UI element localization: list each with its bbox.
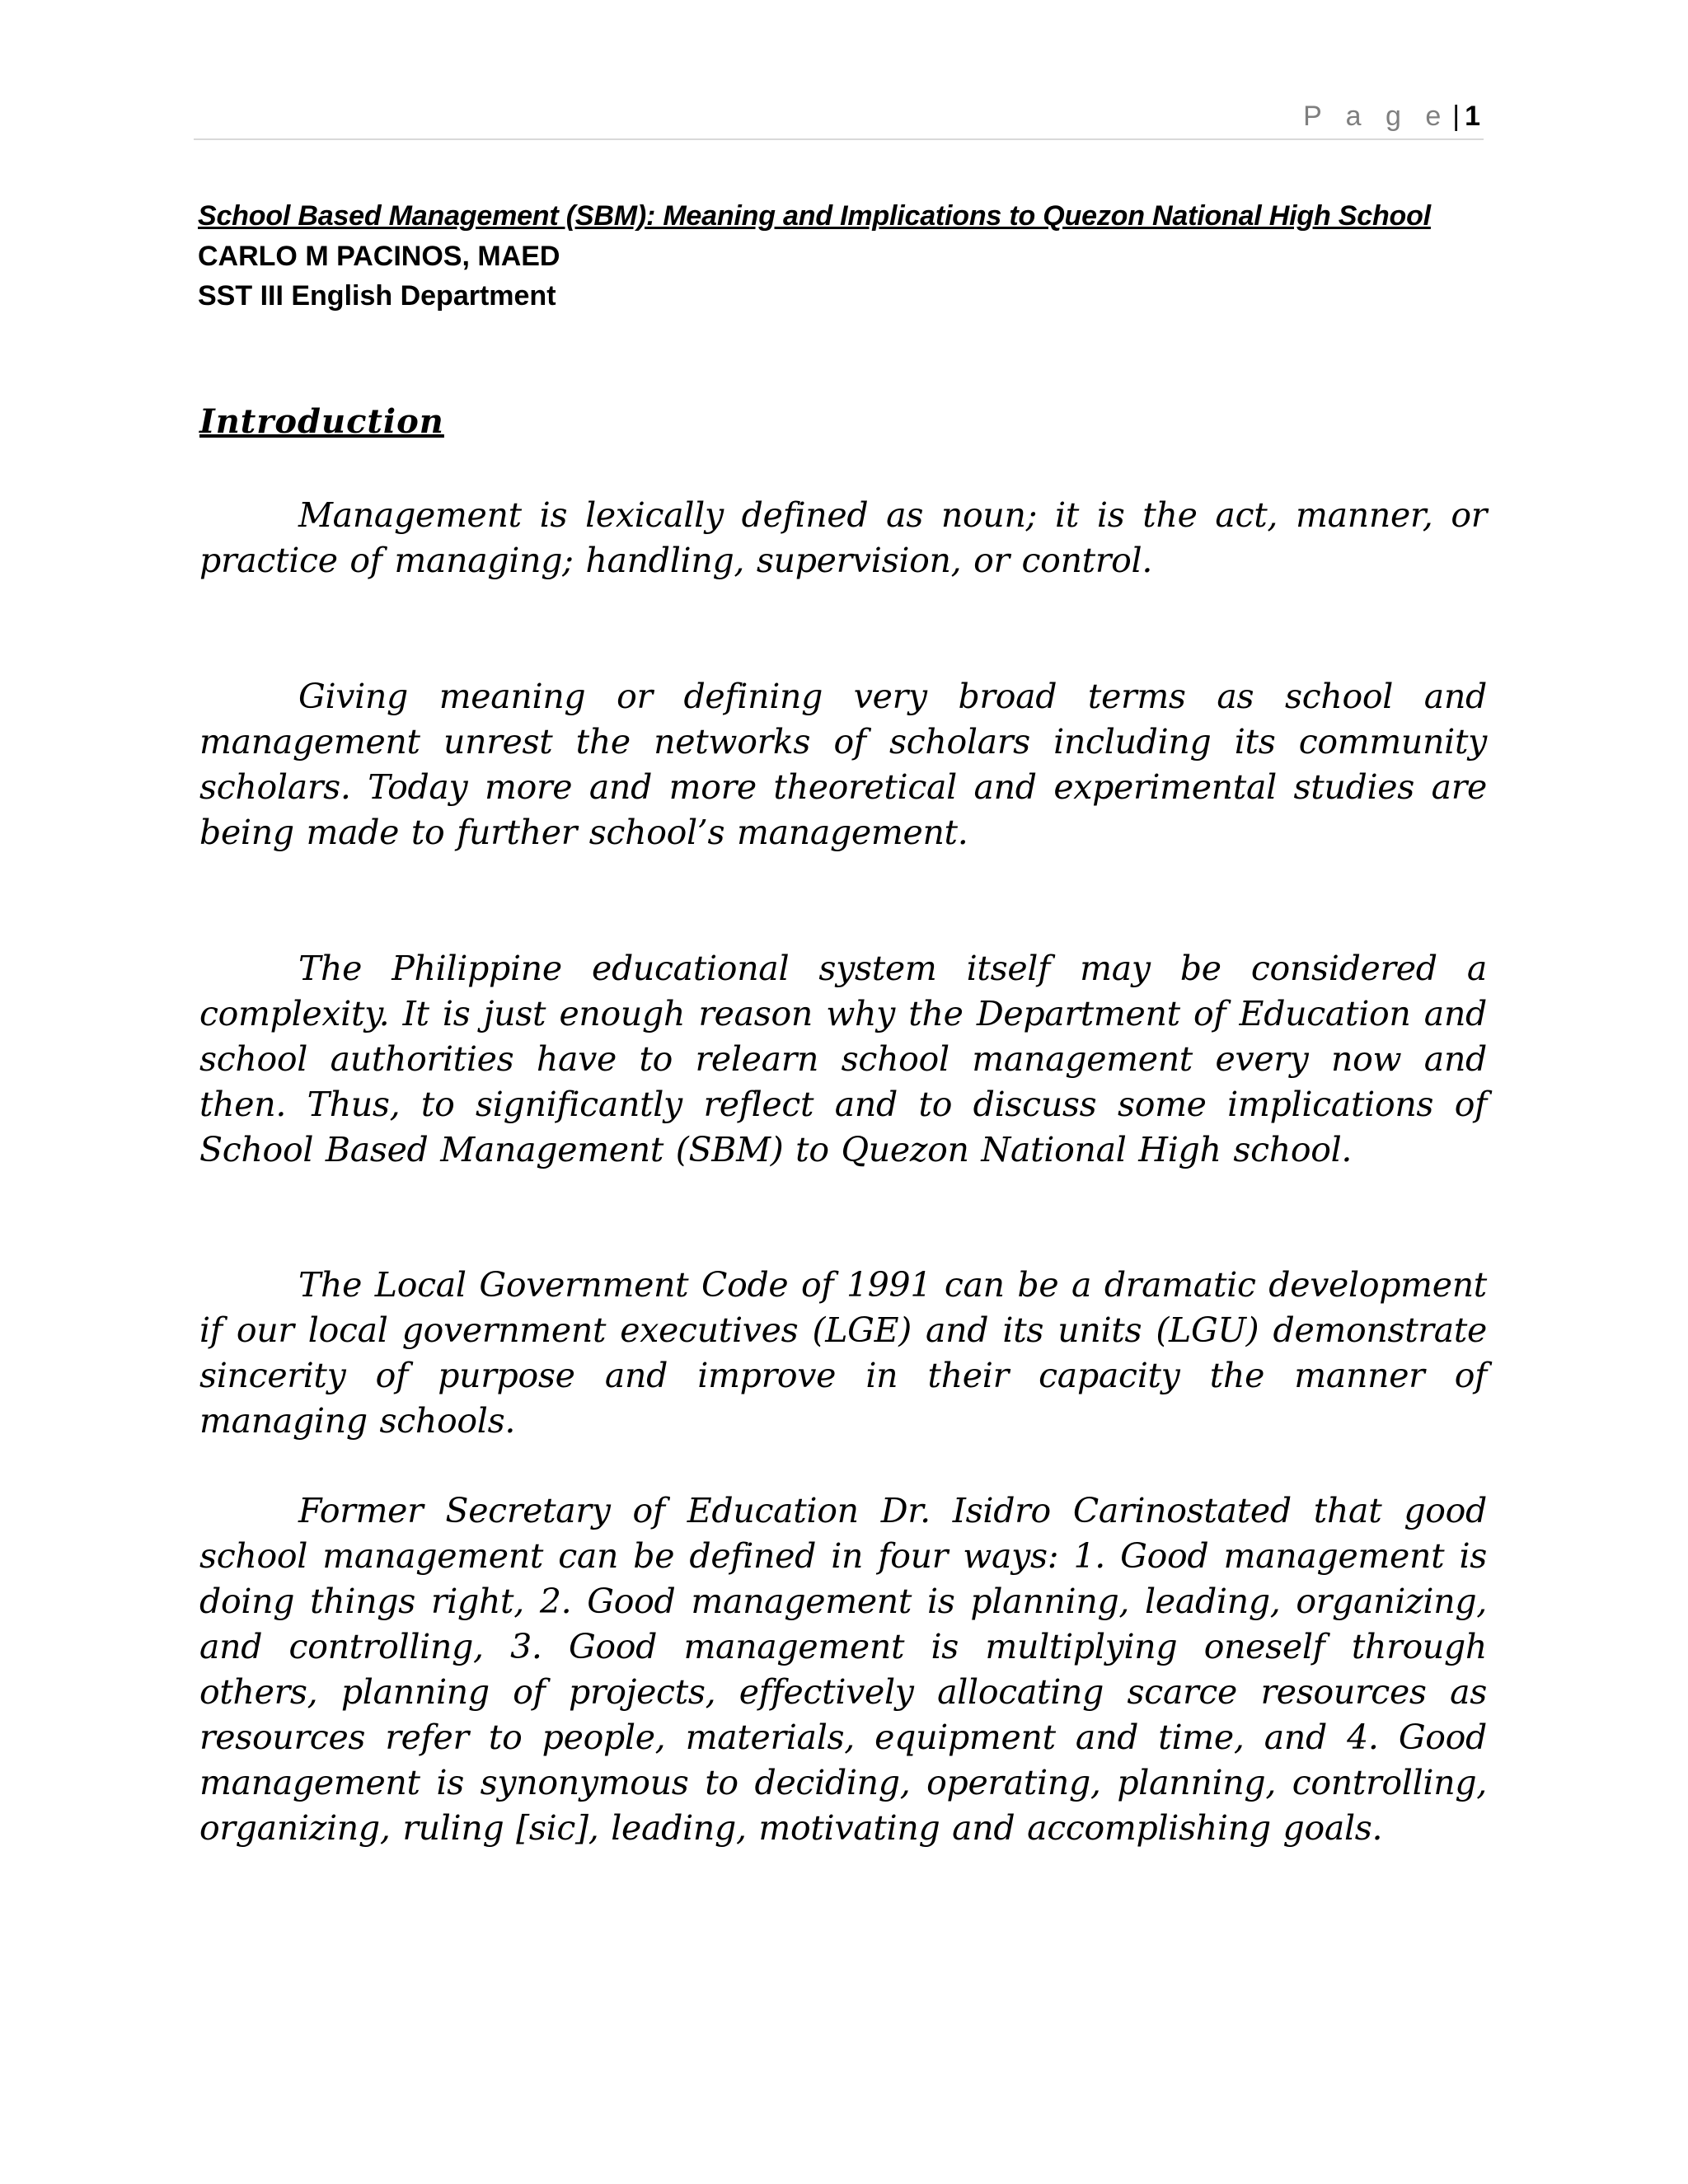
paragraph-1: Management is lexically defined as noun; it is the act, manner, or practice of managing; handling, supervision, or control. xyxy=(199,495,1487,580)
author-department: SST III English Department xyxy=(198,280,556,312)
paragraph-3: The Philippine educational system itself may be considered a complexity. It is just enough reason why the Department of Education and school authorities have to relearn school management every now and then. Thus, to significantly reflect and to discuss some implications of School Based Management (SBM) to Quezon National High school. xyxy=(199,949,1487,1169)
page-separator: | xyxy=(1452,101,1461,132)
paragraph-2: Giving meaning or defining very broad terms as school and management unrest the networks of scholars including its community scholars. Today more and more theoretical and experimental studies are being made to further school’s management. xyxy=(199,677,1487,852)
author-name: CARLO M PACINOS, MAED xyxy=(198,241,560,272)
paragraph-5: Former Secretary of Education Dr. Isidro Carinostated that good school management can be defined in four ways: 1. Good management is doing things right, 2. Good management is planning, leading, organizing, and controlling, 3. Good management is multiplying oneself through others, planning of projects, effectively allocating scarce resources as resources refer to people, materials, equipment and time, and 4. Good management is synonymous to deciding, operating, planning, controlling, organizing, ruling [sic], leading, motivating and accomplishing goals. xyxy=(199,1491,1487,1848)
paragraph-4: The Local Government Code of 1991 can be a dramatic development if our local government executives (LGE) and its units (LGU) demonstrate sincerity of purpose and improve in their capacity the manner of managing schools. xyxy=(199,1265,1487,1441)
section-heading-introduction: Introduction xyxy=(199,402,444,441)
page-header xyxy=(194,97,1484,140)
document-title: School Based Management (SBM): Meaning and Implications to Quezon National High School xyxy=(198,200,1431,232)
page-number-block xyxy=(1303,101,1480,133)
page-number: 1 xyxy=(1465,101,1480,132)
page-label: P a g e xyxy=(1303,101,1450,132)
